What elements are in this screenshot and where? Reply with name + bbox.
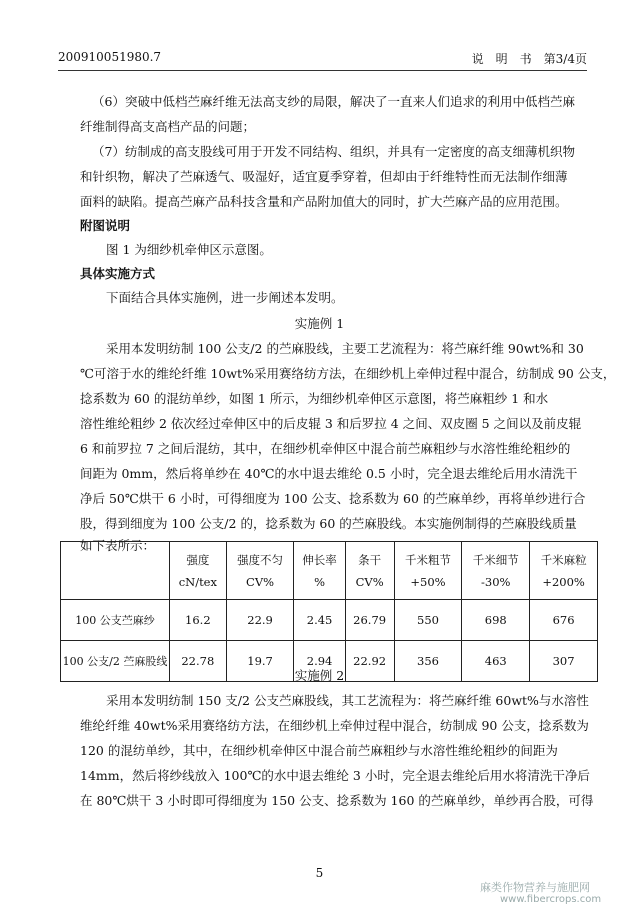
text-line: 下面结合具体实施例，进一步阐述本发明。 — [106, 290, 344, 305]
text-line: 维纶纤维 40wt%采用赛络纺方法，在细纱机上牵伸过程中混合，纺制成 90 公支，捻系数为 — [80, 718, 589, 733]
text-line: （6）突破中低档苎麻纤维无法高支纱的局限，解决了一直来人们追求的利用中低档苎麻 — [92, 94, 575, 109]
table-cell: 676 — [530, 600, 598, 641]
table-header-cell: 千米细节 -30% — [462, 542, 530, 600]
table-cell: 2.45 — [294, 600, 345, 641]
table-header-cell: 条干 CV% — [345, 542, 394, 600]
text-line: 股，得到细度为 100 公支/2 的，捻系数为 60 的苎麻股线。本实施例制得的苎麻股线质量 — [80, 516, 577, 531]
example-heading: 实施例 1 — [294, 316, 345, 331]
quality-table — [60, 541, 598, 682]
table-cell: 22.78 — [170, 641, 227, 682]
text-line: 溶性维纶粗纱 2 依次经过牵伸区中的后皮辊 3 和后罗拉 4 之间、双皮圈 5 之间以及前皮辊 — [80, 416, 582, 431]
text-line: 在 80℃烘干 3 小时即可得细度为 150 公支、捻系数为 160 的苎麻单纱，单纱再合股，可得 — [80, 793, 594, 808]
table-cell: 698 — [462, 600, 530, 641]
watermark-url: www.fibercrops.com — [500, 894, 602, 905]
table-header-cell: 强度 cN/tex — [170, 542, 227, 600]
table-cell: 2.94 — [294, 641, 345, 682]
example-heading: 实施例 2 — [294, 668, 345, 683]
table-header-row — [61, 542, 598, 600]
section-heading: 附图说明 — [80, 218, 131, 233]
text-line: 面料的缺陷。提高苎麻产品科技含量和产品附加值大的同时，扩大苎麻产品的应用范围。 — [80, 194, 568, 209]
text-line: （7）纺制成的高支股线可用于开发不同结构、组织，并具有一定密度的高支细薄机织物 — [92, 144, 575, 159]
table-header-cell: 千米麻粒 +200% — [530, 542, 598, 600]
table-cell: 356 — [394, 641, 462, 682]
table-header-cell — [61, 542, 170, 600]
table-cell: 16.2 — [170, 600, 227, 641]
table-row — [61, 600, 598, 641]
doc-number: 200910051980.7 — [58, 50, 162, 64]
table-cell: 26.79 — [345, 600, 394, 641]
table-cell: 550 — [394, 600, 462, 641]
header-rule — [58, 70, 587, 71]
table-cell: 100 公支/2 苎麻股线 — [61, 641, 170, 682]
table-cell: 19.7 — [226, 641, 294, 682]
table-cell: 22.92 — [345, 641, 394, 682]
text-line: 6 和前罗拉 7 之间后混纺，其中，在细纱机牵伸区中混合前苎麻粗纱与水溶性维纶粗纱的 — [80, 441, 571, 456]
text-line: 和针织物，解决了苎麻透气、吸湿好，适宜夏季穿着，但却由于纤维特性而无法制作细薄 — [80, 169, 568, 184]
text-line: 图 1 为细纱机牵伸区示意图。 — [106, 242, 272, 257]
table-cell: 307 — [530, 641, 598, 682]
table-header-cell: 千米粗节 +50% — [394, 542, 462, 600]
watermark-text: 麻类作物营养与施肥网 — [480, 881, 590, 894]
text-line: 捻系数为 60 的混纺单纱，如图 1 所示，为细纱机牵伸区示意图，将苎麻粗纱 1 和水 — [80, 391, 549, 406]
text-line: 14mm，然后将纱线放入 100℃的水中退去维纶 3 小时，完全退去维纶后用水将清洗干净后 — [80, 768, 590, 783]
page-number: 5 — [315, 866, 324, 880]
table-header-cell: 强度不匀 CV% — [226, 542, 294, 600]
table-cell: 100 公支苎麻纱 — [61, 600, 170, 641]
text-line: 采用本发明纺制 150 支/2 公支苎麻股线，其工艺流程为：将苎麻纤维 60wt%与水溶性 — [106, 693, 589, 708]
text-line: ℃可溶于水的维纶纤维 10wt%采用赛络纺方法，在细纱机上牵伸过程中混合，纺制成 90 公支， — [80, 366, 616, 381]
text-line: 净后 50℃烘干 6 小时，可得细度为 100 公支、捻系数为 60 的苎麻单纱，再将单纱进行合 — [80, 491, 586, 506]
table-cell: 463 — [462, 641, 530, 682]
text-line: 间距为 0mm，然后将单纱在 40℃的水中退去维纶 0.5 小时，完全退去维纶后用水清洗干 — [80, 466, 578, 481]
text-line: 纤维制得高支高档产品的问题； — [80, 119, 256, 134]
table-cell: 22.9 — [226, 600, 294, 641]
table-header-cell: 伸长率 % — [294, 542, 345, 600]
text-line: 如下表所示： — [80, 538, 156, 553]
text-line: 采用本发明纺制 100 公支/2 的苎麻股线，主要工艺流程为：将苎麻纤维 90wt%和 30 — [106, 341, 584, 356]
text-line: 120 的混纺单纱，其中，在细纱机牵伸区中混合前苎麻粗纱与水溶性维纶粗纱的间距为 — [80, 743, 558, 758]
section-heading: 具体实施方式 — [80, 266, 156, 281]
header-right: 说 明 书 第3/4页 — [471, 52, 587, 66]
